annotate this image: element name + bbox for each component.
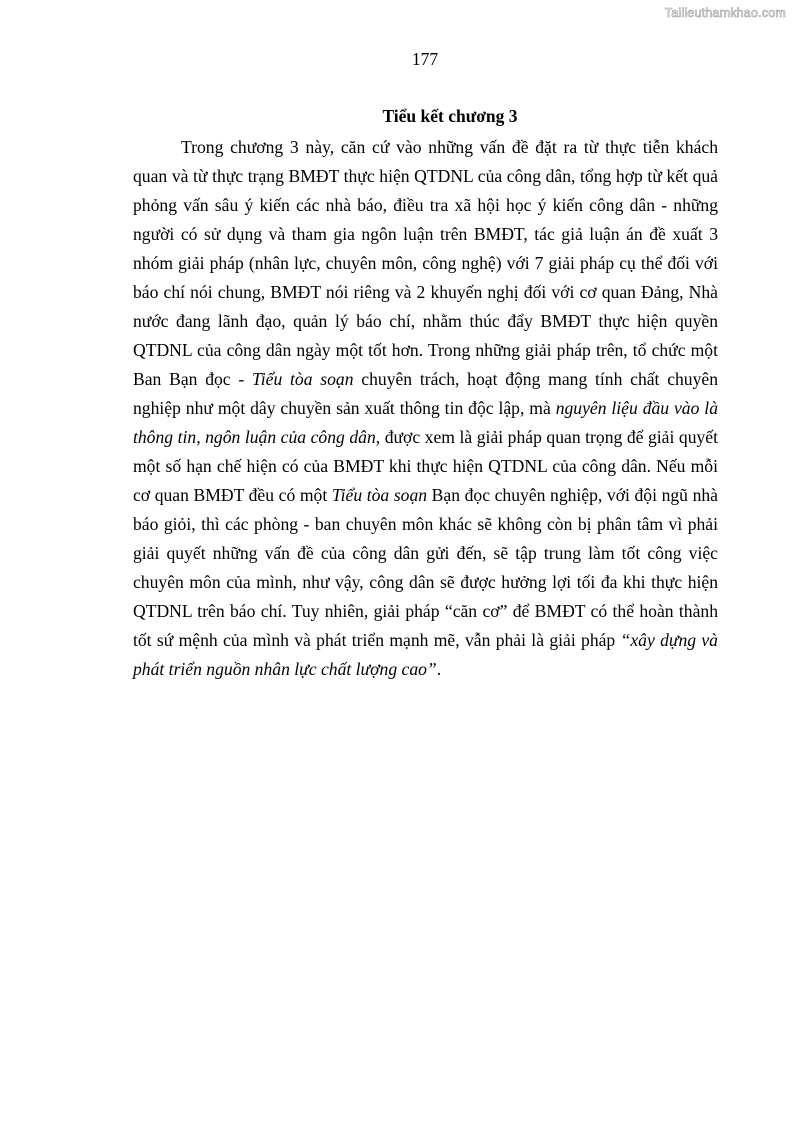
italic-phrase: Tiểu tòa soạn	[251, 369, 354, 389]
page-number: 177	[411, 49, 439, 69]
italic-phrase: nguyên liệu đầu vào là thông tin, ngôn luận của công dân,	[133, 398, 718, 447]
paragraph-text: Bạn đọc chuyên nghiệp, với đội ngũ nhà báo giỏi, thì các phòng - ban chuyên môn khác sẽ không còn bị phân tâm vì phải giải quyết những vấn đề của công dân gửi đến, sẽ tập trung làm tốt công việc chuyên môn của mình, như vậy, công dân sẽ được hưởng lợi tối đa khi thực hiện QTDNL trên báo chí. Tuy nhiên, giải pháp “căn cơ” để BMĐT có thể hoàn thành tốt sứ mệnh của mình và phát triển mạnh mẽ, vẫn phải là giải pháp	[133, 485, 718, 650]
paragraph-text: chuyên trách, hoạt động mang tính chất chuyên nghiệp như một dây chuyền sản xuất thông tin độc lập, mà	[133, 369, 718, 418]
italic-phrase: Tiểu tòa soạn	[331, 485, 428, 505]
paragraph-text: được xem là giải pháp quan trọng để giải quyết một số hạn chế hiện có của BMĐT khi thực hiện QTDNL của công dân. Nếu mỗi cơ quan BMĐT đều có một	[133, 427, 718, 505]
body-paragraph	[133, 133, 718, 684]
watermark-text: Tailieuthamkhao.com	[664, 6, 786, 20]
paragraph-text: Trong chương 3 này, căn cứ vào những vấn đề đặt ra từ thực tiễn khách quan và từ thực trạng BMĐT thực hiện QTDNL của công dân, tổng hợp từ kết quả phỏng vấn sâu ý kiến các nhà báo, điều tra xã hội học ý kiến công dân - những người có sử dụng và tham gia ngôn luận trên BMĐT, tác giả luận án đề xuất 3 nhóm giải pháp (nhân lực, chuyên môn, công nghệ) với 7 giải pháp cụ thể đối với báo chí nói chung, BMĐT nói riêng và 2 khuyến nghị đối với cơ quan Đảng, Nhà nước đang lãnh đạo, quản lý báo chí, nhằm thúc đẩy BMĐT thực hiện quyền QTDNL của công dân ngày một tốt hơn. Trong những giải pháp trên, tổ chức một Ban Bạn đọc -	[133, 137, 718, 389]
paragraph-text: .	[436, 659, 442, 679]
italic-phrase: “xây dựng và phát triển nguồn nhân lực chất lượng cao”	[133, 630, 718, 679]
section-heading: Tiểu kết chương 3	[382, 106, 518, 126]
